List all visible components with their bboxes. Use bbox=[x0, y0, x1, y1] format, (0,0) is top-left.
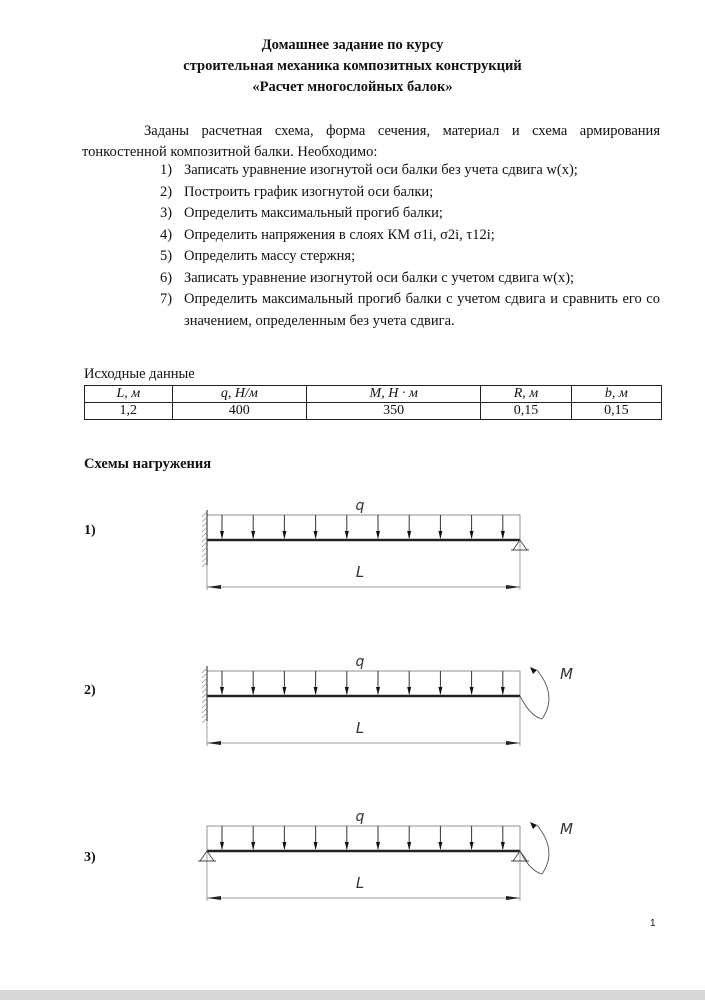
hatch-line bbox=[202, 557, 207, 562]
load-arrowhead bbox=[438, 531, 442, 539]
header-cell: R, м bbox=[481, 386, 571, 403]
length-label-L: L bbox=[355, 874, 365, 892]
load-arrowhead bbox=[251, 687, 255, 695]
load-arrowhead bbox=[345, 842, 349, 850]
hatch-line bbox=[202, 703, 207, 708]
task-text: Определить напряжения в слоях КМ σ1i, σ2i, τ12i; bbox=[184, 226, 495, 243]
hatch-line bbox=[202, 547, 207, 552]
load-arrowhead bbox=[282, 531, 286, 539]
value-cell: 0,15 bbox=[571, 403, 661, 420]
hatch-line bbox=[202, 532, 207, 537]
beam-scheme bbox=[202, 498, 529, 590]
hatch-line bbox=[202, 673, 207, 678]
load-arrowhead bbox=[438, 842, 442, 850]
hatch-line bbox=[202, 698, 207, 703]
load-arrowhead bbox=[220, 687, 224, 695]
load-arrowhead bbox=[501, 531, 505, 539]
load-arrowhead bbox=[314, 531, 318, 539]
load-arrowhead bbox=[407, 842, 411, 850]
load-label-q: q bbox=[355, 654, 365, 670]
task-number: 3) bbox=[160, 205, 173, 221]
load-arrowhead bbox=[407, 531, 411, 539]
load-arrowhead bbox=[282, 687, 286, 695]
hatch-line bbox=[202, 562, 207, 567]
load-label-q: q bbox=[355, 498, 365, 514]
moment-label-M: M bbox=[560, 820, 573, 838]
load-arrowhead bbox=[470, 531, 474, 539]
header-cell: q, Н/м bbox=[172, 386, 306, 403]
load-arrowhead bbox=[501, 687, 505, 695]
load-arrowhead bbox=[376, 531, 380, 539]
hatch-line bbox=[202, 542, 207, 547]
load-arrowhead bbox=[251, 531, 255, 539]
title-line-3: «Расчет многослойных балок» bbox=[252, 79, 453, 95]
scheme-label: 3) bbox=[84, 850, 96, 865]
load-arrowhead bbox=[314, 687, 318, 695]
task-text: Определить максимальный прогиб балки; bbox=[184, 205, 443, 221]
task-number: 1) bbox=[160, 162, 173, 178]
hatch-line bbox=[202, 718, 207, 723]
load-arrowhead bbox=[345, 687, 349, 695]
load-arrowhead bbox=[376, 687, 380, 695]
dimension-arrow bbox=[207, 585, 221, 589]
hatch-line bbox=[202, 678, 207, 683]
value-cell: 1,2 bbox=[85, 403, 173, 420]
task-text: Определить массу стержня; bbox=[184, 248, 356, 264]
header-cell: b, м bbox=[571, 386, 661, 403]
beam-scheme bbox=[198, 809, 573, 901]
viewer-bottom-bar bbox=[0, 990, 705, 1000]
task-number: 5) bbox=[160, 248, 173, 264]
beam-scheme bbox=[202, 654, 573, 746]
hatch-line bbox=[202, 517, 207, 522]
intro-paragraph: Заданы расчетная схема, форма сечения, материал и схема армирования тонкостенной композитной балки. Необходимо: bbox=[82, 123, 660, 160]
value-cell: 400 bbox=[172, 403, 306, 420]
title-line-2: строительная механика композитных конструкций bbox=[183, 58, 522, 74]
dimension-arrow bbox=[207, 896, 221, 900]
load-arrowhead bbox=[314, 842, 318, 850]
title-line-1: Домашнее задание по курсу bbox=[261, 37, 444, 53]
load-arrowhead bbox=[470, 842, 474, 850]
hatch-line bbox=[202, 552, 207, 557]
dimension-arrow bbox=[506, 741, 520, 745]
load-arrowhead bbox=[282, 842, 286, 850]
dimension-arrow bbox=[506, 585, 520, 589]
load-arrowhead bbox=[220, 842, 224, 850]
load-arrowhead bbox=[220, 531, 224, 539]
hatch-line bbox=[202, 512, 207, 517]
hatch-line bbox=[202, 668, 207, 673]
hatch-line bbox=[202, 537, 207, 542]
value-cell: 0,15 bbox=[481, 403, 571, 420]
task-text: Построить график изогнутой оси балки; bbox=[184, 183, 434, 200]
load-arrowhead bbox=[376, 842, 380, 850]
task-number: 2) bbox=[160, 183, 173, 200]
hatch-line bbox=[202, 688, 207, 693]
load-arrowhead bbox=[251, 842, 255, 850]
hatch-line bbox=[202, 708, 207, 713]
schemes-heading: Схемы нагружения bbox=[84, 456, 212, 472]
distributed-load-outline bbox=[207, 671, 520, 696]
moment-arrowhead bbox=[530, 822, 537, 829]
hatch-line bbox=[202, 683, 207, 688]
distributed-load-outline bbox=[207, 826, 520, 851]
dimension-arrow bbox=[207, 741, 221, 745]
dimension-arrow bbox=[506, 896, 520, 900]
task-text: Записать уравнение изогнутой оси балки с учетом сдвига w(x); bbox=[184, 269, 575, 286]
moment-arc bbox=[520, 670, 549, 719]
value-cell: 350 bbox=[306, 403, 480, 420]
moment-label-M: M bbox=[560, 665, 573, 683]
load-arrowhead bbox=[345, 531, 349, 539]
length-label-L: L bbox=[355, 719, 365, 737]
length-label-L: L bbox=[355, 563, 365, 581]
header-cell: L, м bbox=[85, 386, 173, 403]
hatch-line bbox=[202, 713, 207, 718]
task-number: 4) bbox=[160, 226, 173, 243]
page-number: 1 bbox=[650, 918, 656, 929]
hatch-line bbox=[202, 693, 207, 698]
task-text: Записать уравнение изогнутой оси балки без учета сдвига w(x); bbox=[184, 162, 578, 178]
hatch-line bbox=[202, 522, 207, 527]
task-text: Определить максимальный прогиб балки с учетом сдвига и сравнить его со значением, определенным без учета сдвига. bbox=[184, 291, 660, 329]
table-caption: Исходные данные bbox=[84, 366, 195, 382]
distributed-load-outline bbox=[207, 515, 520, 540]
load-arrowhead bbox=[407, 687, 411, 695]
scheme-label: 1) bbox=[84, 523, 96, 538]
load-label-q: q bbox=[355, 809, 365, 825]
moment-arrowhead bbox=[530, 667, 537, 674]
header-cell: M, Н · м bbox=[306, 386, 480, 403]
load-arrowhead bbox=[501, 842, 505, 850]
moment-arc bbox=[520, 825, 549, 874]
load-arrowhead bbox=[470, 687, 474, 695]
scheme-label: 2) bbox=[84, 683, 96, 698]
load-arrowhead bbox=[438, 687, 442, 695]
hatch-line bbox=[202, 527, 207, 532]
task-number: 7) bbox=[160, 291, 173, 307]
task-number: 6) bbox=[160, 269, 173, 286]
